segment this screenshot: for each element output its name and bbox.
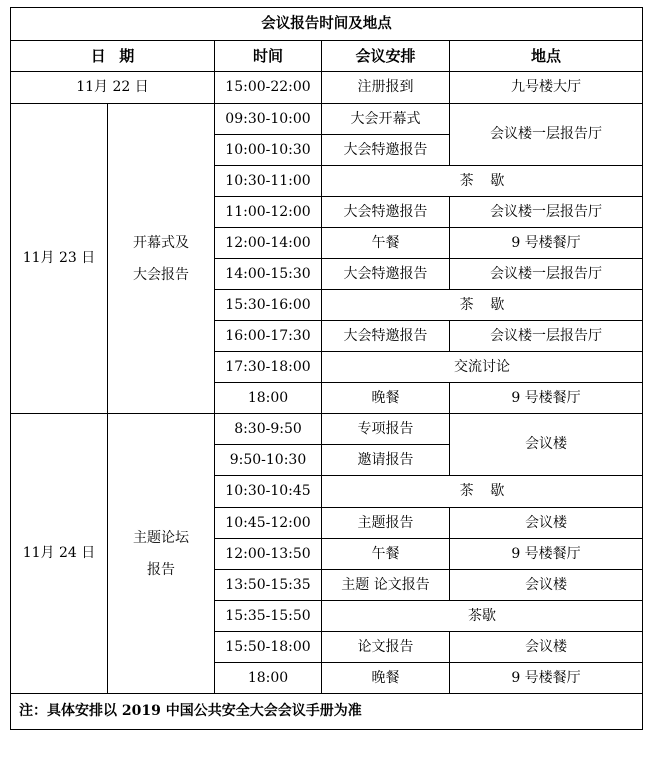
schedule-table [10,7,643,730]
time-cell: 8:30-9:50 [215,414,322,445]
table-title: 会议报告时间及地点 [11,8,643,41]
date-cell: 11月 23 日 [11,104,108,414]
arrangement-cell: 晚餐 [322,663,450,694]
time-cell: 14:00-15:30 [215,259,322,290]
arrangement-cell: 主题 论文报告 [322,570,450,601]
time-cell: 10:30-10:45 [215,476,322,508]
note-row [11,694,643,730]
time-cell: 16:00-17:30 [215,321,322,352]
time-cell: 15:00-22:00 [215,72,322,104]
session-line: 开幕式及 [133,234,189,251]
time-cell: 12:00-14:00 [215,228,322,259]
time-cell: 10:00-10:30 [215,135,322,166]
session-line: 报告 [147,561,175,578]
arrangement-cell: 主题报告 [322,508,450,539]
arrangement-cell: 专项报告 [322,414,450,445]
location-cell: 9 号楼餐厅 [450,383,643,414]
title-row [11,8,643,41]
arrangement-cell: 大会特邀报告 [322,259,450,290]
location-cell: 会议楼一层报告厅 [450,197,643,228]
arrangement-cell: 午餐 [322,539,450,570]
header-location: 地点 [450,41,643,72]
session-cell [108,414,215,694]
table-row [11,72,643,104]
time-cell: 15:50-18:00 [215,632,322,663]
arrangement-cell: 大会特邀报告 [322,321,450,352]
arrangement-cell: 午餐 [322,228,450,259]
header-arrangement: 会议安排 [322,41,450,72]
table-row [11,104,643,135]
arrangement-cell: 交流讨论 [322,352,643,383]
time-cell: 09:30-10:00 [215,104,322,135]
time-cell: 15:30-16:00 [215,290,322,321]
time-cell: 18:00 [215,383,322,414]
tea-break-label: 茶歇 [459,483,522,500]
arrangement-cell: 邀请报告 [322,445,450,476]
location-cell: 9 号楼餐厅 [450,228,643,259]
time-cell: 15:35-15:50 [215,601,322,632]
time-cell: 17:30-18:00 [215,352,322,383]
session-cell [108,104,215,414]
time-cell: 18:00 [215,663,322,694]
arrangement-cell: 大会特邀报告 [322,197,450,228]
arrangement-cell: 大会特邀报告 [322,135,450,166]
tea-break-label: 茶歇 [459,296,522,313]
header-row [11,41,643,72]
date-cell: 11月 24 日 [11,414,108,694]
time-cell: 11:00-12:00 [215,197,322,228]
arrangement-cell [322,290,643,321]
header-time: 时间 [215,41,322,72]
time-cell: 13:50-15:35 [215,570,322,601]
location-cell: 会议楼 [450,632,643,663]
time-cell: 9:50-10:30 [215,445,322,476]
arrangement-cell [322,476,643,508]
tea-break-label: 茶歇 [459,172,522,189]
time-cell: 10:45-12:00 [215,508,322,539]
footnote: 注：具体安排以 2019 中国公共安全大会会议手册为准 [11,694,643,730]
location-cell: 会议楼一层报告厅 [450,321,643,352]
session-line: 大会报告 [133,266,189,283]
arrangement-cell [322,166,643,197]
arrangement-cell: 论文报告 [322,632,450,663]
location-cell: 会议楼一层报告厅 [450,104,643,166]
arrangement-cell: 茶歇 [322,601,643,632]
header-date: 日期 [11,41,215,72]
location-cell: 会议楼 [450,570,643,601]
location-cell: 会议楼一层报告厅 [450,259,643,290]
time-cell: 12:00-13:50 [215,539,322,570]
table-row [11,414,643,445]
arrangement-cell: 晚餐 [322,383,450,414]
arrangement-cell: 注册报到 [322,72,450,104]
arrangement-cell: 大会开幕式 [322,104,450,135]
location-cell: 9 号楼餐厅 [450,539,643,570]
date-cell: 11月 22 日 [11,72,215,104]
location-cell: 9 号楼餐厅 [450,663,643,694]
location-cell: 会议楼 [450,414,643,476]
location-cell: 会议楼 [450,508,643,539]
session-line: 主题论坛 [133,529,189,546]
location-cell: 九号楼大厅 [450,72,643,104]
time-cell: 10:30-11:00 [215,166,322,197]
